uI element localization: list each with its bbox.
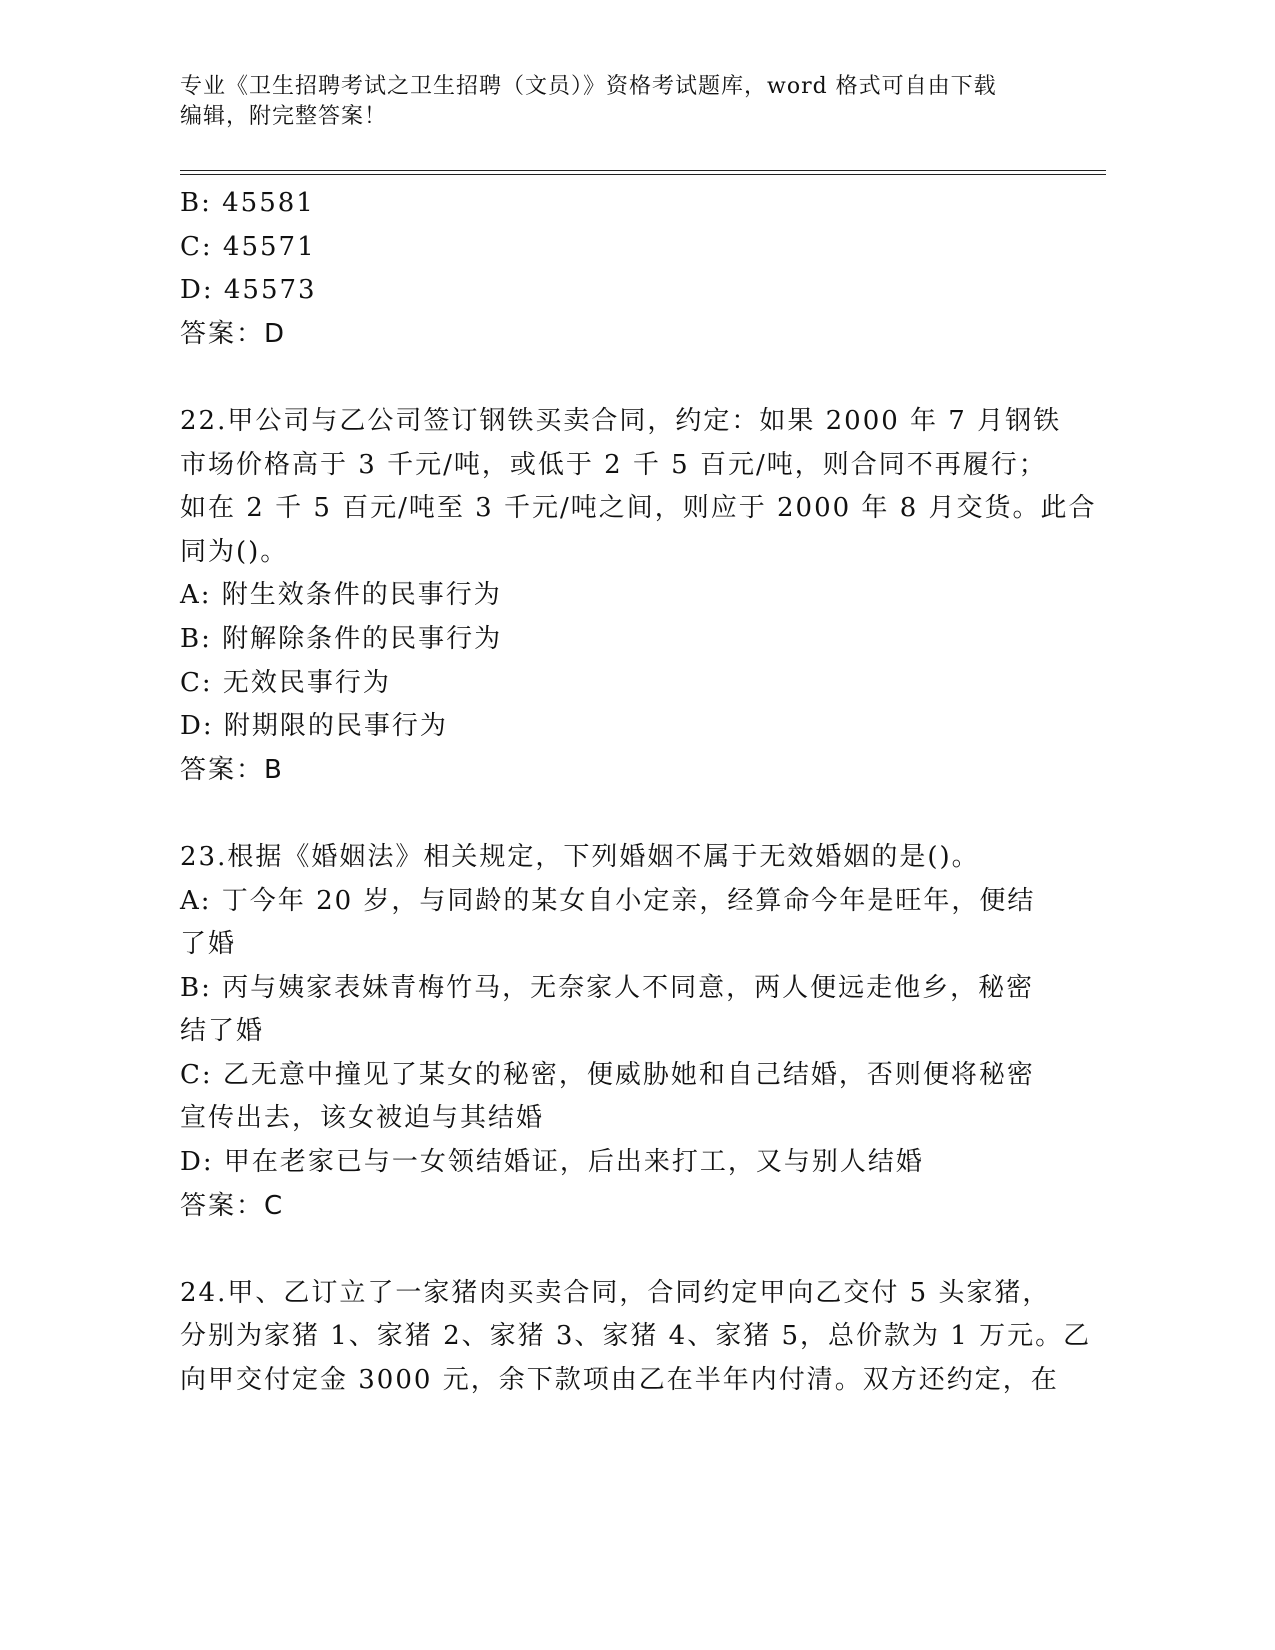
- header-rule-bottom: [180, 174, 1106, 175]
- question-stem: 22.甲公司与乙公司签订钢铁买卖合同，约定：如果 2000 年 7 月钢铁: [180, 405, 1062, 436]
- option-c: 宣传出去，该女被迫与其结婚: [180, 1103, 545, 1134]
- option-c: C: 乙无意中撞见了某女的秘密，便威胁她和自己结婚，否则便将秘密: [180, 1059, 1035, 1090]
- option-c: C: 45571: [180, 231, 316, 262]
- question-stem: 24.甲、乙订立了一家猪肉买卖合同，合同约定甲向乙交付 5 头家猪，: [180, 1277, 1051, 1308]
- option-a: 了婚: [180, 929, 237, 960]
- question-stem: 分别为家猪 1、家猪 2、家猪 3、家猪 4、家猪 5，总价款为 1 万元。乙: [180, 1321, 1092, 1352]
- option-b: 结了婚: [180, 1016, 265, 1047]
- question-22: [180, 400, 1097, 792]
- answer: 答案：D: [180, 318, 287, 349]
- answer: 答案：B: [180, 754, 284, 785]
- option-c: C: 无效民事行为: [180, 667, 391, 698]
- question-stem: 向甲交付定金 3000 元，余下款项由乙在半年内付清。双方还约定，在: [180, 1365, 1059, 1396]
- option-b: B: 丙与姨家表妹青梅竹马，无奈家人不同意，两人便远走他乡，秘密: [180, 972, 1035, 1003]
- answer: 答案：C: [180, 1190, 285, 1221]
- document-header: [180, 72, 1040, 132]
- question-list: [180, 182, 1097, 1403]
- question-21-tail: [180, 182, 1050, 356]
- option-a: A: 附生效条件的民事行为: [180, 580, 502, 611]
- header-line-2: 编辑，附完整答案！: [180, 104, 388, 129]
- option-b: B: 45581: [180, 188, 315, 218]
- question-stem: 如在 2 千 5 百元/吨至 3 千元/吨之间，则应于 2000 年 8 月交货。此合: [180, 493, 1097, 524]
- option-d: D: 附期限的民事行为: [180, 711, 448, 742]
- question-23: [180, 836, 1050, 1228]
- question-stem: 23.根据《婚姻法》相关规定，下列婚姻不属于无效婚姻的是()。: [180, 841, 980, 872]
- question-stem: 同为()。: [180, 536, 289, 567]
- option-a: A: 丁今年 20 岁，与同龄的某女自小定亲，经算命今年是旺年，便结: [180, 885, 1036, 916]
- header-rule-top: [180, 170, 1106, 171]
- question-stem: 市场价格高于 3 千元/吨，或低于 2 千 5 百元/吨，则合同不再履行；: [180, 449, 1047, 480]
- option-d: D: 甲在老家已与一女领结婚证，后出来打工，又与别人结婚: [180, 1147, 924, 1178]
- option-b: B: 附解除条件的民事行为: [180, 623, 503, 654]
- option-d: D: 45573: [180, 275, 317, 306]
- header-line-1: 专业《卫生招聘考试之卫生招聘（文员）》资格考试题库，word 格式可自由下载: [180, 74, 997, 99]
- question-24: [180, 1272, 1092, 1403]
